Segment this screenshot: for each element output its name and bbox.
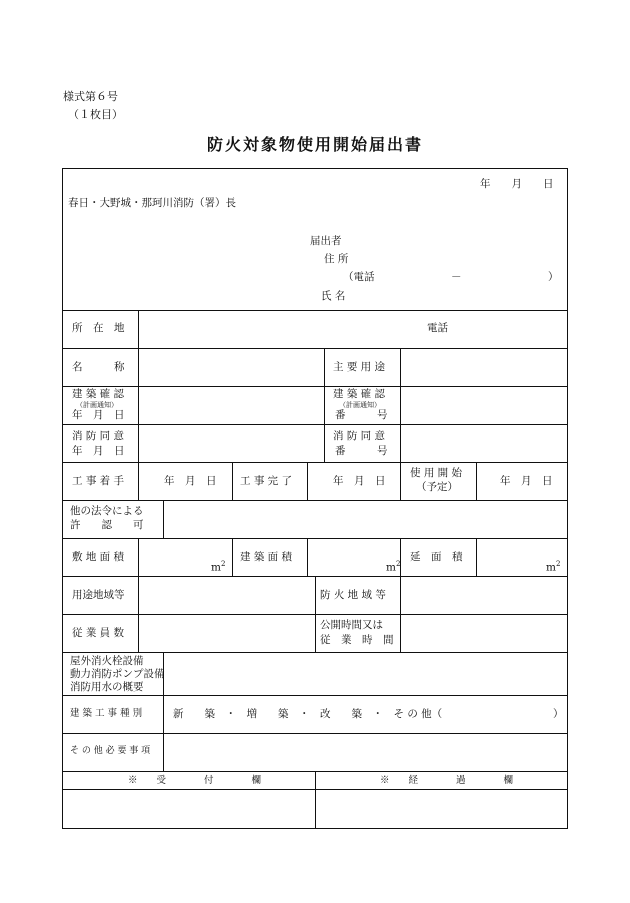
col-divider — [400, 576, 401, 652]
sheet-count: （１枚目） — [68, 108, 123, 121]
hours-label: 公開時間又は — [320, 619, 383, 631]
phone-close: ） — [548, 271, 559, 283]
col-divider — [400, 348, 401, 462]
address-field[interactable] — [380, 250, 550, 264]
site-area-unit: $m^2$ — [211, 560, 226, 574]
use-zone-label: 用途地域等 — [72, 589, 125, 601]
col-divider — [138, 538, 139, 576]
fire-consent-no-label: 消 防 同 意 — [333, 430, 386, 442]
col-divider — [232, 462, 233, 500]
col-divider — [324, 348, 325, 462]
facility-name-field[interactable] — [142, 352, 320, 382]
notifier-label: 届出者 — [310, 235, 342, 247]
progress-header: ※ 経 過 欄 — [380, 775, 514, 786]
col-divider — [400, 462, 401, 500]
other-law-label: 他の法令による — [70, 505, 144, 517]
col-divider — [307, 538, 308, 576]
main-use-field[interactable] — [404, 352, 564, 382]
fire-consent-date-label: 消 防 同 意 — [72, 430, 125, 442]
reception-header: ※ 受 付 欄 — [128, 775, 262, 786]
location-phone-label: 電話 — [427, 322, 448, 334]
fire-zone-label: 防 火 地 域 等 — [320, 589, 386, 601]
col-divider — [315, 576, 316, 652]
name-field[interactable] — [380, 287, 550, 301]
equipment-hydrant: 屋外消火栓設備 — [70, 655, 144, 667]
build-type-options: 新 築 ・ 増 築 ・ 改 築 ・ そ の 他（ — [173, 708, 443, 720]
location-field[interactable] — [142, 314, 422, 344]
col-divider — [163, 500, 164, 538]
equipment-pump: 動力消防ポンプ設備 — [70, 668, 165, 680]
build-confirm-no-label: 建 築 確 認 — [333, 388, 386, 400]
build-type-label: 建 築 工 事 種 別 — [70, 708, 143, 719]
row-divider — [62, 500, 568, 501]
page-title: 防火対象物使用開始届出書 — [206, 135, 423, 154]
build-confirm-date-note: （計画通知） — [76, 401, 118, 409]
building-area-unit: $m^2$ — [386, 560, 401, 574]
col-divider — [476, 462, 477, 500]
address-label: 住 所 — [324, 253, 349, 265]
use-start-planned: （予定） — [416, 481, 458, 493]
remarks-label: そ の 他 必 要 事 項 — [70, 746, 151, 756]
fire-consent-date-ymd: 年 月 日 — [72, 445, 125, 457]
use-start-label: 使 用 開 始 — [410, 467, 463, 479]
col-divider — [138, 462, 139, 500]
build-confirm-date-label: 建 築 確 認 — [72, 388, 125, 400]
col-divider — [307, 462, 308, 500]
building-area-label: 建 築 面 積 — [240, 551, 293, 563]
staff-count-label: 従 業 員 数 — [72, 627, 125, 639]
form-number: 様式第６号 — [63, 90, 118, 103]
floor-area-label: 延 面 積 — [410, 551, 463, 563]
name-label: 氏 名 — [321, 290, 346, 302]
phone-open: （電話 — [343, 271, 375, 283]
work-start-ymd: 年 月 日 — [164, 475, 217, 487]
main-use-label: 主 要 用 途 — [333, 361, 386, 373]
row-divider — [62, 695, 568, 696]
other-law-permit: 許 認 可 — [70, 519, 144, 531]
phone-dash: － — [451, 271, 462, 283]
build-confirm-no-note: （計画通知） — [339, 401, 381, 409]
fire-consent-no-number: 番 号 — [335, 445, 388, 457]
col-divider — [138, 310, 139, 462]
work-end-ymd: 年 月 日 — [333, 475, 386, 487]
col-divider — [315, 771, 316, 829]
equipment-water: 消防用水の概要 — [70, 681, 144, 693]
col-divider — [476, 538, 477, 576]
work-start-label: 工 事 着 手 — [72, 475, 125, 487]
row-divider — [62, 652, 568, 653]
build-confirm-no-number: 番 号 — [335, 409, 388, 421]
floor-area-unit: $m^2$ — [546, 560, 561, 574]
location-label: 所 在 地 — [72, 322, 125, 334]
notification-date: 年 月 日 — [480, 178, 554, 190]
build-confirm-date-ymd: 年 月 日 — [72, 409, 125, 421]
row-divider — [62, 733, 568, 734]
working-hours-label: 従 業 時 間 — [320, 634, 394, 646]
col-divider — [138, 576, 139, 652]
col-divider — [232, 538, 233, 576]
site-area-label: 敷 地 面 積 — [72, 551, 125, 563]
build-type-close: ） — [553, 708, 564, 720]
addressee: 春日・大野城・那珂川消防（署）長 — [68, 197, 236, 209]
facility-name-label: 名 称 — [72, 361, 125, 373]
use-start-ymd: 年 月 日 — [500, 475, 553, 487]
work-end-label: 工 事 完 了 — [240, 475, 293, 487]
